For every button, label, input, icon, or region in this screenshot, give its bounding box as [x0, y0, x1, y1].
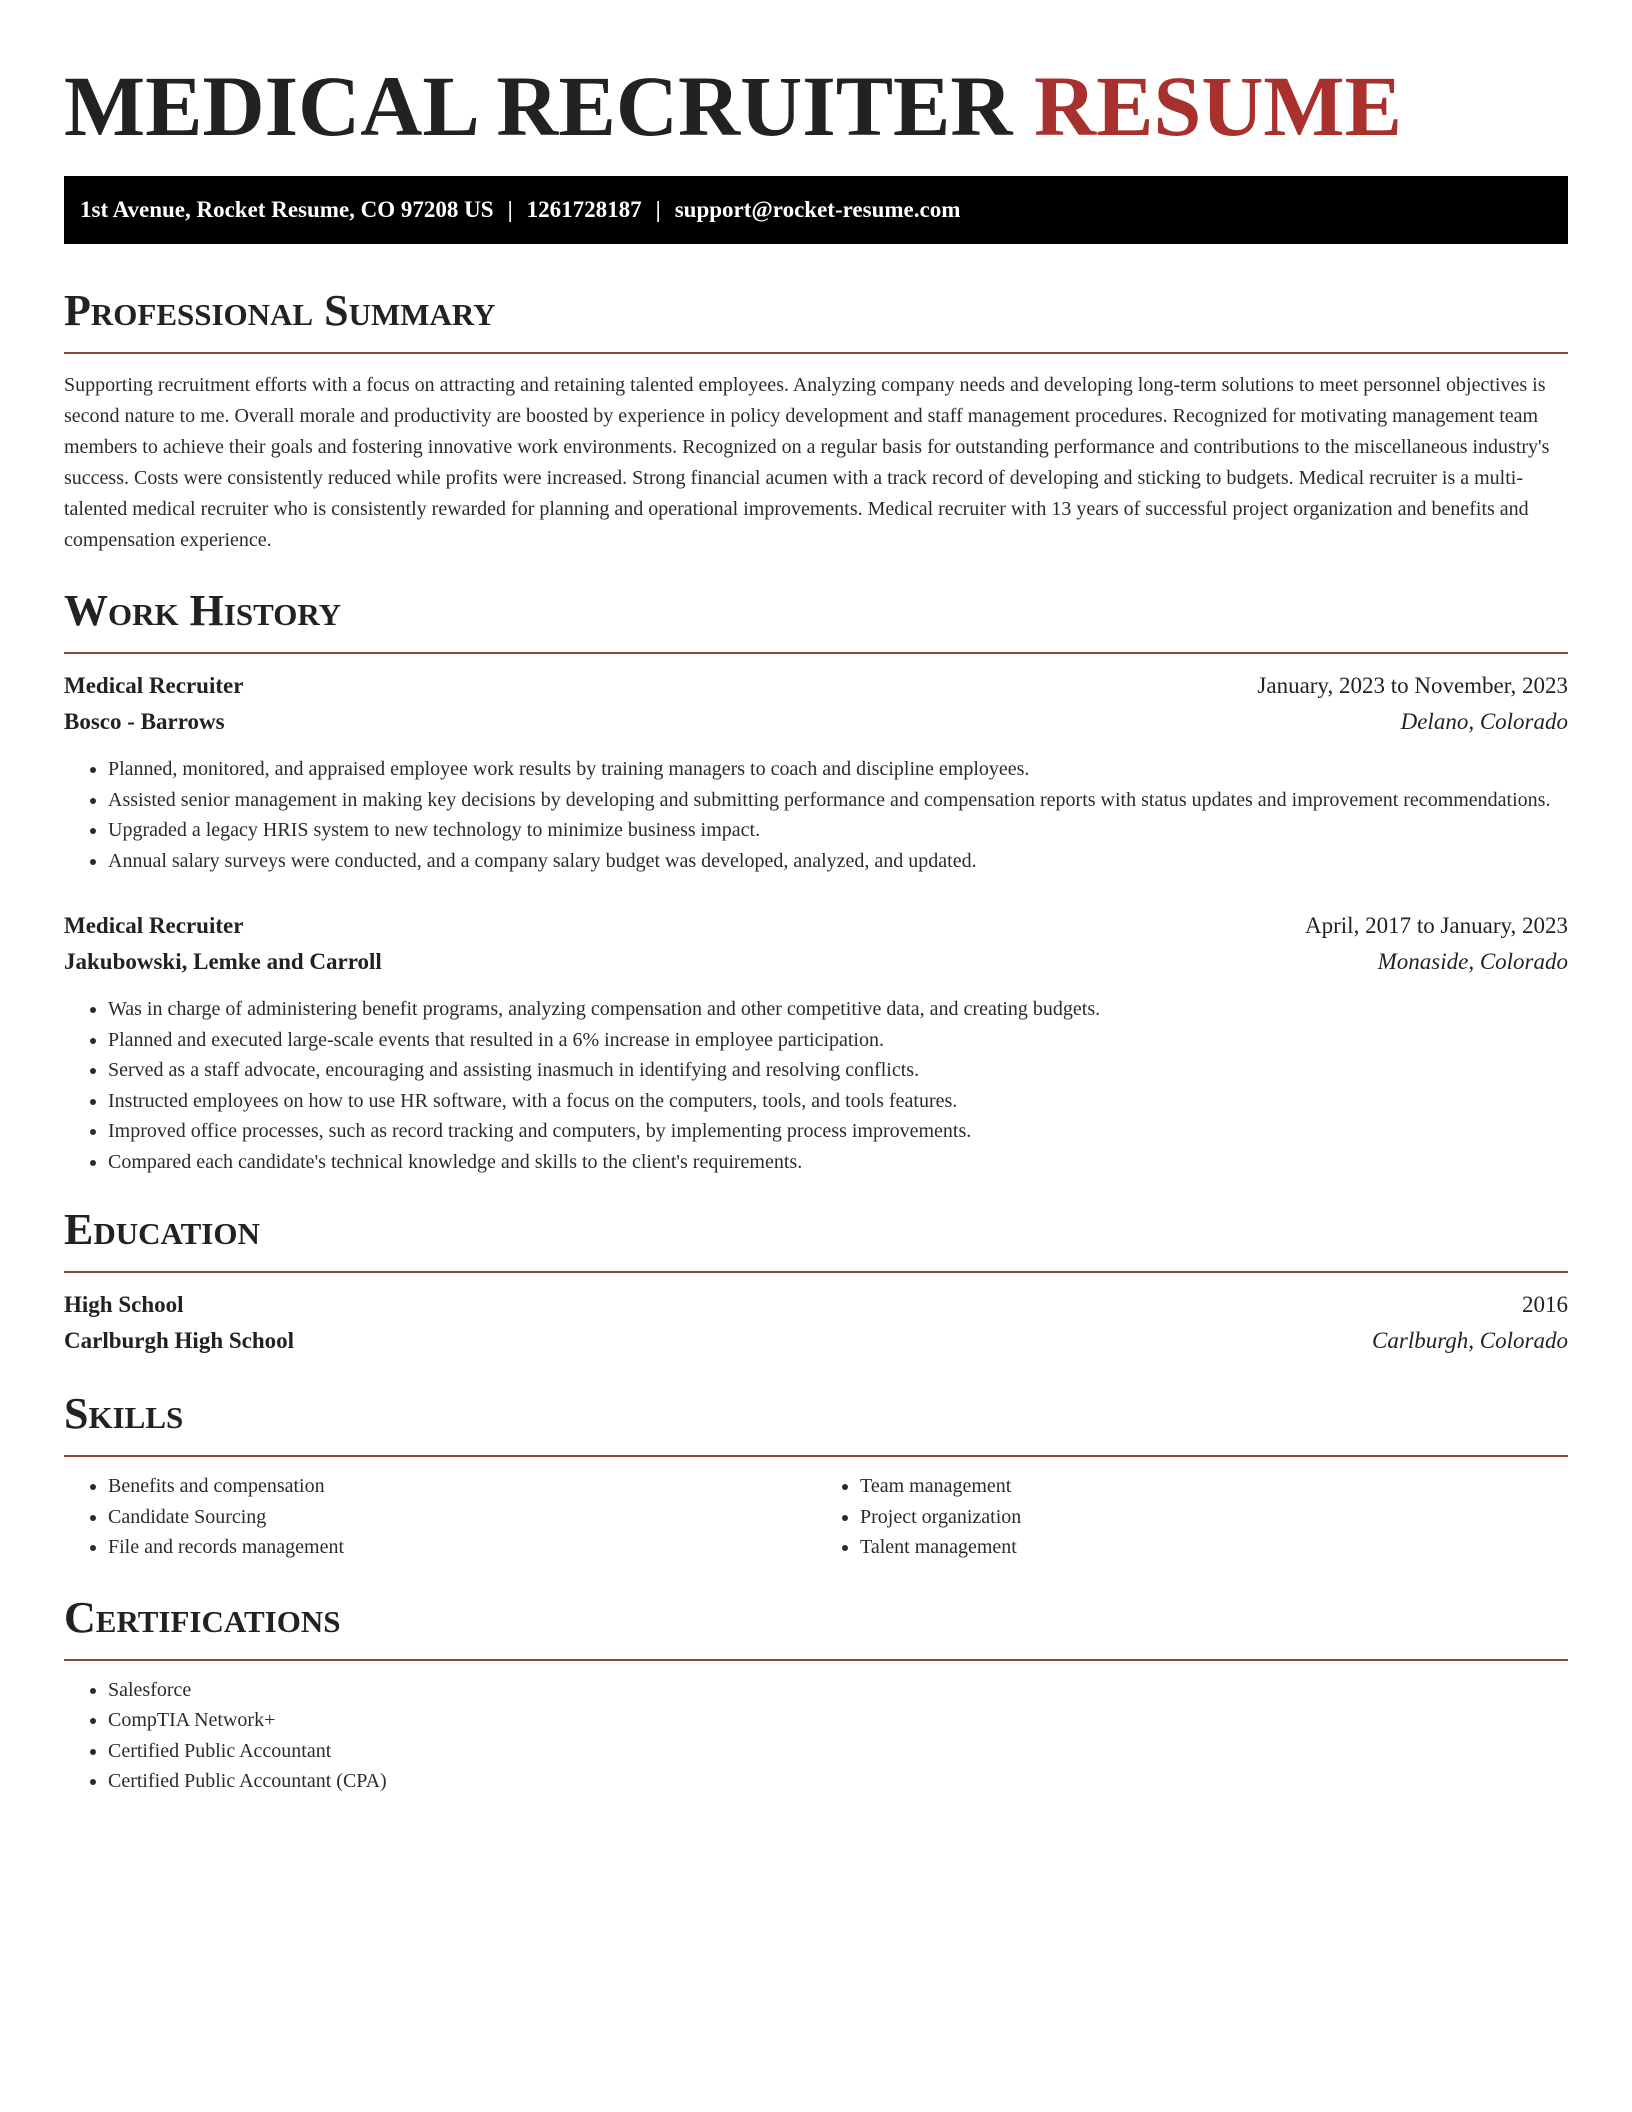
list-item: • Benefits and compensation: [108, 1471, 816, 1502]
list-item: • Improved office processes, such as record tracking and computers, by implementing process improvements.: [108, 1116, 1568, 1147]
section-title-certifications: Certifications: [64, 1592, 341, 1642]
job-bullets: [64, 994, 1568, 1177]
list-item: • CompTIA Network+: [108, 1705, 1568, 1736]
certifications-section: [64, 1591, 1568, 1797]
contact-separator: |: [655, 197, 661, 222]
job-location: Delano, Colorado: [1400, 709, 1568, 734]
list-item: • Planned, monitored, and appraised employee work results by training managers to coach and discipline employees.: [108, 754, 1568, 785]
list-item: • Certified Public Accountant (CPA): [108, 1766, 1568, 1797]
title-accent: RESUME: [1034, 58, 1402, 154]
section-title-summary: Professional Summary: [64, 286, 496, 335]
job-company: Jakubowski, Lemke and Carroll: [64, 949, 382, 974]
education-degree: High School: [64, 1292, 184, 1317]
job-entry: [64, 908, 1568, 1177]
list-item: • Candidate Sourcing: [108, 1502, 816, 1533]
title-main: MEDICAL RECRUITER: [64, 58, 1013, 154]
list-item: • File and records management: [108, 1532, 816, 1563]
contact-bar: [64, 176, 1568, 244]
job-company-row: [64, 944, 1568, 980]
list-item: • Team management: [860, 1471, 1568, 1502]
list-item: • Instructed employees on how to use HR software, with a focus on the computers, tools, and tools features.: [108, 1086, 1568, 1117]
contact-phone: 1261728187: [526, 197, 642, 222]
section-title-education: Education: [64, 1205, 260, 1254]
list-item: • Certified Public Accountant: [108, 1736, 1568, 1767]
section-title-work: Work History: [64, 586, 342, 635]
education-school: Carlburgh High School: [64, 1328, 295, 1353]
contact-separator: |: [507, 197, 513, 222]
job-dates: April, 2017 to January, 2023: [1305, 913, 1568, 938]
list-item: • Compared each candidate's technical knowledge and skills to the client's requirements.: [108, 1147, 1568, 1178]
summary-text: Supporting recruitment efforts with a focus on attracting and retaining talented employees. Analyzing company needs and developing long-term solutions to meet personnel objectives is second nature to me. Overall morale and productivity are boosted by experience in policy development and staff management procedures. Recognized for motivating management team members to achieve their goals and fostering innovative work environments. Recognized on a regular basis for outstanding performance and contributions to the miscellaneous industry's success. Costs were consistently reduced while profits were increased. Strong financial acumen with a track record of developing and sticking to budgets. Medical recruiter is a multi-talented medical recruiter who is consistently rewarded for planning and operational improvements. Medical recruiter with 13 years of successful project organization and benefits and compensation experience.: [64, 374, 1550, 551]
skills-columns: [64, 1471, 1568, 1563]
list-item: • Salesforce: [108, 1675, 1568, 1706]
list-item: • Project organization: [860, 1502, 1568, 1533]
education-entry: [64, 1287, 1568, 1359]
list-item: • Upgraded a legacy HRIS system to new technology to minimize business impact.: [108, 815, 1568, 846]
contact-email: support@rocket-resume.com: [674, 197, 961, 222]
job-location: Monaside, Colorado: [1377, 949, 1568, 974]
job-title: Medical Recruiter: [64, 673, 244, 698]
section-divider: [64, 352, 1568, 354]
job-entry: [64, 668, 1568, 876]
resume-page: [64, 0, 1568, 1797]
education-degree-row: [64, 1287, 1568, 1323]
job-header-row: [64, 668, 1568, 704]
job-header-row: [64, 908, 1568, 944]
education-school-row: [64, 1323, 1568, 1359]
job-company-row: [64, 704, 1568, 740]
resume-title: [64, 56, 1568, 156]
section-divider: [64, 652, 1568, 654]
list-item: • Annual salary surveys were conducted, and a company salary budget was developed, analyzed, and updated.: [108, 846, 1568, 877]
skills-section: [64, 1387, 1568, 1563]
list-item: • Planned and executed large-scale events that resulted in a 6% increase in employee participation.: [108, 1025, 1568, 1056]
skills-list-left: [64, 1471, 816, 1563]
section-divider: [64, 1659, 1568, 1661]
job-bullets: [64, 754, 1568, 876]
section-title-skills: Skills: [64, 1389, 184, 1438]
list-item: • Assisted senior management in making key decisions by developing and submitting performance and compensation reports with status updates and improvement recommendations.: [108, 785, 1568, 816]
education-location: Carlburgh, Colorado: [1372, 1328, 1568, 1353]
education-section: [64, 1203, 1568, 1359]
skills-list-right: [816, 1471, 1568, 1563]
contact-address: 1st Avenue, Rocket Resume, CO 97208 US: [80, 197, 494, 222]
summary-section: [64, 284, 1568, 556]
section-divider: [64, 1271, 1568, 1273]
job-title: Medical Recruiter: [64, 913, 244, 938]
section-divider: [64, 1455, 1568, 1457]
certifications-list: [64, 1675, 1568, 1797]
list-item: • Served as a staff advocate, encouraging and assisting inasmuch in identifying and resolving conflicts.: [108, 1055, 1568, 1086]
list-item: • Talent management: [860, 1532, 1568, 1563]
job-dates: January, 2023 to November, 2023: [1257, 673, 1568, 698]
work-section: [64, 584, 1568, 1177]
list-item: • Was in charge of administering benefit programs, analyzing compensation and other competitive data, and creating budgets.: [108, 994, 1568, 1025]
job-company: Bosco - Barrows: [64, 709, 225, 734]
education-year: 2016: [1522, 1292, 1568, 1317]
